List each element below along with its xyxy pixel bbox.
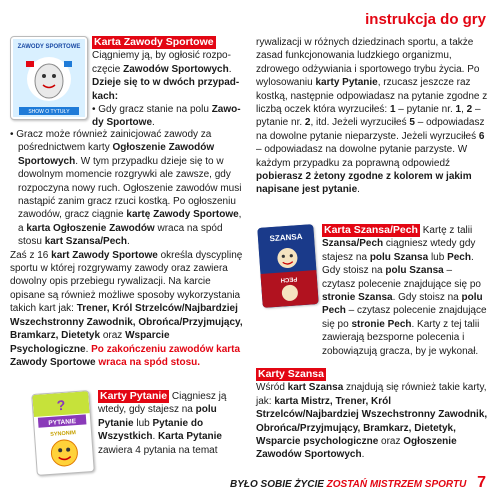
szansa-heading: Karta Szansa/Pech — [324, 224, 418, 236]
karty-szansa-section: Karty Szansa Wśród kart Szansa znajdują się również takie karty, jak: karta Mistrz, Trener, Król Strzelców/Najbardziej Wszechstronny Zawodnik, Obrońca/Przyjmujący, Bramkarz, Dietetyk, Wsparcie psychologiczne oraz Ogłoszenie Zawodów Sportowych. — [256, 368, 488, 461]
sport-text-bold: kach: — [92, 90, 119, 102]
sport-body — [10, 128, 244, 369]
sport-text: . — [228, 63, 232, 75]
sport-text: częcie — [92, 63, 124, 75]
sport-card-caption: SHOW O TYTUŁY — [28, 109, 70, 115]
pytanie-card-title: PYTANIE — [48, 418, 77, 427]
sport-text-line: Ciągniemy ją, by ogłosić rozpo- — [92, 50, 231, 62]
pytanie-heading: Karty Pytanie — [100, 390, 168, 402]
szansa-pech-card-image — [257, 224, 318, 308]
sport-card-illustration — [11, 37, 87, 119]
sport-text-bold: dy Sportowe — [92, 117, 153, 129]
footer-tagline: ZOSTAŃ MISTRZEM SPORTU — [326, 479, 467, 490]
page-footer — [230, 474, 486, 492]
pytanie-section: Karty Pytanie Ciągniesz ją wtedy, gdy stajesz na polu Pytanie lub Pytanie do Wszystkich. Karta Pytanie zawiera 4 pytania na temat — [98, 390, 227, 456]
szansa-section: Karta Szansa/Pech Kartę z talii Szansa/Pech ciągniesz wtedy gdy stajesz na polu Szansa lub Pech. Gdy stoisz na polu Szansa – czytasz polecenie znajdujące się po stronie Szansa. Gdy stoisz na polu Pech – czytasz polecenie znajdujące się po stronie Pech. Karty z tej talii zawierają bezsporne polecenia i zobowiązują gracza, by je wykonał. — [322, 224, 487, 357]
sport-card-title: ZAWODY SPORTOWE — [17, 44, 81, 50]
szansa-card-sub: PECH — [280, 275, 298, 283]
sport-heading: Karta Zawody Sportowe — [94, 36, 214, 48]
sport-paragraph-3: Zaś z 16 kart Zawody Sportowe określa dyscyplinę sportu w której rozgrywamy zawody oraz zawiera dowolny opis przebiegu rywalizacji. Na karcie opisane są również możliwe sposoby wykorzystania takich kart jak: Trener, Król Strzelców/Najbardziej Wszechstronny Zawodnik, Obrońca/Przyjmujący, Bramkarz, Dietetyk oraz Wsparcie Psychologiczne. Po zakończeniu zawodów karta Zawody Sportowe wraca na spód stosu. — [10, 249, 243, 368]
sport-text-bold: Dzieje się to w dwóch przypad- — [92, 77, 240, 89]
szansa-card-title: SZANSA — [269, 231, 303, 244]
pytanie-card-sub: SYNONIM — [50, 430, 77, 438]
page-number: 7 — [477, 474, 486, 491]
pytanie-card-image — [31, 390, 95, 476]
svg-text:?: ? — [56, 396, 66, 414]
sport-intro — [92, 36, 244, 130]
sport-text: . — [152, 117, 155, 129]
zawody-sportowe-card-image — [10, 36, 88, 120]
page-header-title: instrukcja do gry — [365, 11, 486, 28]
sport-text-bold: Zawo- — [211, 104, 241, 116]
karty-szansa-heading: Karty Szansa — [258, 368, 324, 380]
sport-text: • Gdy gracz stanie na polu — [92, 104, 212, 116]
pytanie-card-illustration — [32, 391, 93, 475]
sport-text-bold: Zawodów Sportowych — [123, 63, 229, 75]
footer-brand: BYŁO SOBIE ŻYCIE — [229, 479, 324, 490]
pytanie-continuation: rywalizacji w różnych dziedzinach sportu, a także zasad funkcjonowania ludzkiego organizmu, zdrowego odżywiania i sportowego trybu życia. Po wylosowaniu karty Pytanie, rzucasz jeszcze raz kostką, następnie odpowiadasz na pytanie zgodne z liczbą oczek która wyrzuciłeś: 1 – pytanie nr. 1, 2 – pytanie nr. 2, itd. Jeżeli wyrzuciłeś 5 – odpowiadasz na dowolne pytanie nieparzyste. Jeżeli wyrzuciłeś 6 – odpowiadasz na dowolne pytanie parzyste. W każdym przypadku za poprawną odpowiedź pobierasz 2 żetony zgodne z kolorem w jakim napisane jest pytanie. — [256, 37, 488, 196]
sport-paragraph-2: • Gracz może również zainicjować zawody za pośrednictwem karty Ogłoszenie Zawodów Sportowych. W tym przypadku dzieje się to w dowolnym momencie rozgrywki ale zawsze, gdy rozpoczyna nowy ruch. Ogłoszenie zawodów musi nastąpić zanim gracz rzuci kostką. Po ogłoszeniu zawodów, gracz ciągnie kartę Zawody Sportowe, a karta Ogłoszenie Zawodów wraca na spód stosu kart Szansa/Pech. — [10, 129, 242, 248]
szansa-card-illustration — [257, 224, 318, 308]
